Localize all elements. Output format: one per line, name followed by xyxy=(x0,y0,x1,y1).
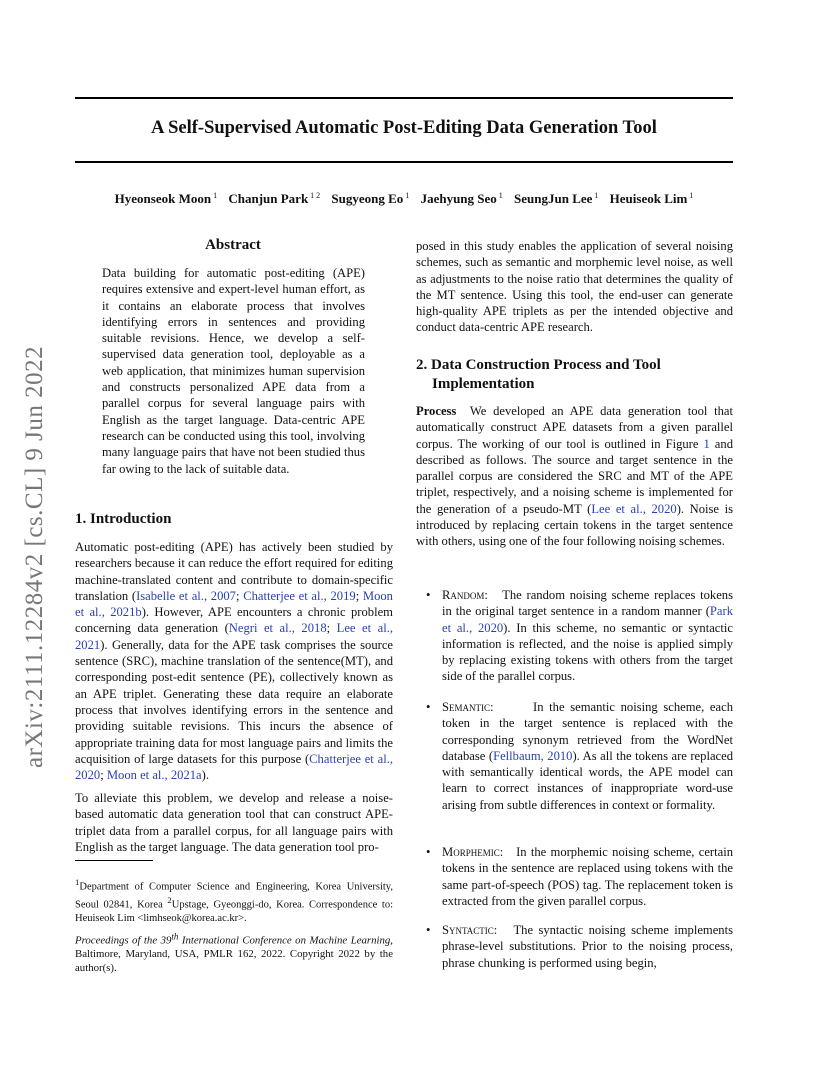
intro-paragraph-2: To alleviate this problem, we develop and release a noise-based automatic data generation tool that can construct APE-triplet data from a parallel corpus, for all language pairs with English as the target language. The data generation tool pro- xyxy=(75,791,393,854)
right-column-continuation: posed in this study enables the application of several noising schemes, such as semantic and morphemic level noise, as well as adjustments to the noise ratio that determines the quality of the MT sentence. Using this tool, the end-user can generate high-quality APE triplets as per the intended objective and conduct data-centric APE research. xyxy=(416,239,733,335)
citation-link[interactable]: Chatterjee et al., 2019 xyxy=(243,588,356,603)
citation-link[interactable]: Fellbaum, 2010 xyxy=(493,748,573,763)
author-1: Hyeonseok Moon $^1$ xyxy=(114,191,218,207)
author-2: Chanjun Park $^{1 2}$ xyxy=(228,191,321,207)
citation-link[interactable]: Lee et al., 2021 xyxy=(75,621,393,652)
proceedings-note: Proceedings of the 39th International Conference on Machine Learning, Baltimore, Maryland, USA, PMLR 162, 2022. Copyright 2022 by the author(s). xyxy=(75,931,393,974)
author-4: Jaehyung Seo $^1$ xyxy=(420,191,503,207)
bullet-syntactic: • Syntactic: The syntactic noising scheme implements phrase-level substitutions. Prior to the noising process, phrase chunking is performed using begin, xyxy=(426,923,733,970)
top-rule xyxy=(75,97,733,99)
footnote-rule xyxy=(75,860,153,861)
bullet-semantic: • Semantic: In the semantic noising scheme, each token in the target sentence is replaced with the corresponding synonym retrieved from the WordNet database (Fellbaum, 2010). As all the tokens are replaced with semantically identical words, the APE model can learn to correct instances of inappropriate word-use arising from subtle differences in context or formality. xyxy=(426,700,734,812)
author-5: SeungJun Lee $^1$ xyxy=(514,191,599,207)
citation-link[interactable]: Moon et al., 2021a xyxy=(106,768,202,783)
abstract-text: Data building for automatic post-editing (APE) requires extensive and expert-level human effort, as it contains an elaborate process that involves identifying errors in sentences and providing suitable revisions. Hence, we develop a self-supervised data generation tool, deployable as a web application, that minimizes human supervision and constructs personalized APE data from a parallel corpus for several language pairs with English as the target language. Data-centric APE research can be conducted using this tool, involving many language pairs that have not been studied thus far owing to the lack of suitable data. xyxy=(102,266,365,476)
figure-link[interactable]: 1 xyxy=(703,436,710,451)
author-6: Heuiseok Lim $^1$ xyxy=(609,191,694,207)
citation-link[interactable]: Negri et al., 2018 xyxy=(228,621,327,636)
bullet-random: • Random: The random noising scheme replaces tokens in the original target sentence in a random manner (Park et al., 2020). In this scheme, no semantic or syntactic information is reflected, and the noise is applied simply by replacing existing tokens with others from the target side of the parallel corpus. xyxy=(426,588,733,684)
abstract-heading: Abstract xyxy=(205,237,261,253)
author-list xyxy=(75,191,733,207)
citation-link[interactable]: Park et al., 2020 xyxy=(442,604,733,635)
paper-title: A Self-Supervised Automatic Post-Editing Data Generation Tool xyxy=(151,118,657,138)
section-2-heading: 2. Data Construction Process and Tool Implementation xyxy=(416,357,661,392)
intro-heading: 1. Introduction xyxy=(75,511,172,527)
affiliation-footnote: $^1$Department of Computer Science and Engineering, Korea University, Seoul 02841, Korea $^2$Upstage, Gyeonggi-do, Korea. Correspondence to: Heuiseok Lim <limhseok@korea.ac.kr>. xyxy=(75,877,393,924)
process-paragraph: Process We developed an APE data generation tool that automatically construct APE datasets from a given parallel corpus. The working of our tool is outlined in Figure 1 and described as follows. The source and target sentence in the parallel corpus are considered the SRC and MT of the APE triplet, respectively, and a noising scheme is implemented for the generation of a pseudo-MT (Lee et al., 2020). Noise is introduced by replacing certain tokens in the target sentence with others, using one of the four following noising schemes. xyxy=(416,404,734,549)
citation-link[interactable]: Lee et al., 2020 xyxy=(591,501,677,516)
bullet-morphemic: • Morphemic: In the morphemic noising scheme, certain tokens in the sentence are replaced using tokens with the same part-of-speech (POS) tag. The replacement token is extracted from the given parallel corpus. xyxy=(426,845,733,908)
author-3: Sugyeong Eo $^1$ xyxy=(331,191,410,207)
intro-paragraph-1: Automatic post-editing (APE) has actively been studied by researchers because it can reduce the effort required for editing machine-translated content and contribute to domain-specific translation (Isabelle et al., 2007; Chatterjee et al., 2019; Moon et al., 2021b). However, APE encounters a chronic problem concerning data generation (Negri et al., 2018; Lee et al., 2021). Generally, data for the APE task comprises the source sentence (SRC), machine translation of the sentence(MT), and corresponding post-edit sentence (PE), collectively known as an APE triplet. Generating these data require an elaborate process that involves identifying errors in the sentence and providing suitable revisions. This incurs the absence of appropriate training data for most language pairs and limits the acquisition of large datasets for this purpose (Chatterjee et al., 2020; Moon et al., 2021a). xyxy=(75,540,393,783)
citation-link[interactable]: Moon et al., 2021b xyxy=(75,588,393,620)
arxiv-stamp: arXiv:2111.12284v2 [cs.CL] 9 Jun 2022 xyxy=(21,345,48,768)
title-bottom-rule xyxy=(75,161,733,163)
citation-link[interactable]: Chatterjee et al., 2020 xyxy=(75,751,393,783)
citation-link[interactable]: Isabelle et al., 2007 xyxy=(136,588,236,603)
